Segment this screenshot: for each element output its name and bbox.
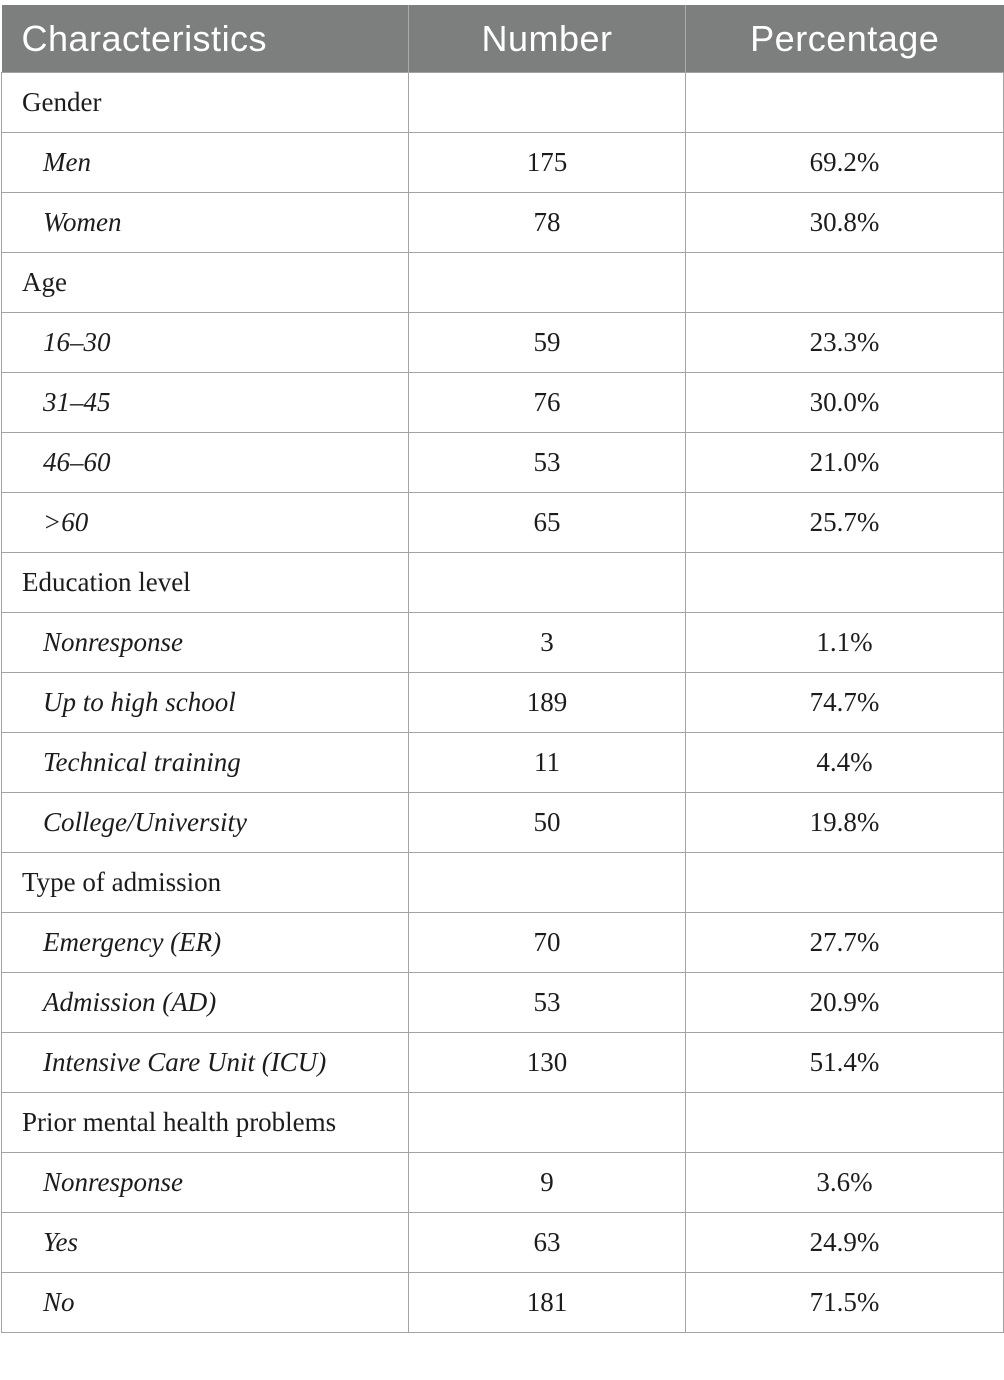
category-label: Type of admission — [2, 853, 409, 913]
number-cell: 11 — [409, 733, 686, 793]
category-row — [2, 853, 1004, 913]
number-cell — [409, 73, 686, 133]
number-cell: 63 — [409, 1213, 686, 1273]
number-cell — [409, 553, 686, 613]
header-characteristics: Characteristics — [2, 5, 409, 73]
percentage-cell: 19.8% — [686, 793, 1004, 853]
percentage-cell: 30.0% — [686, 373, 1004, 433]
table-row — [2, 733, 1004, 793]
table-header — [2, 5, 1004, 73]
number-cell: 181 — [409, 1273, 686, 1333]
percentage-cell: 69.2% — [686, 133, 1004, 193]
percentage-cell — [686, 253, 1004, 313]
table-row — [2, 793, 1004, 853]
percentage-cell: 1.1% — [686, 613, 1004, 673]
category-label: Education level — [2, 553, 409, 613]
table-row — [2, 673, 1004, 733]
row-label: Up to high school — [2, 673, 409, 733]
percentage-cell: 27.7% — [686, 913, 1004, 973]
number-cell: 53 — [409, 973, 686, 1033]
percentage-cell — [686, 553, 1004, 613]
number-cell: 50 — [409, 793, 686, 853]
category-row — [2, 553, 1004, 613]
table-row — [2, 193, 1004, 253]
row-label: Nonresponse — [2, 1153, 409, 1213]
number-cell: 9 — [409, 1153, 686, 1213]
header-percentage: Percentage — [686, 5, 1004, 73]
table-row — [2, 1213, 1004, 1273]
percentage-cell: 25.7% — [686, 493, 1004, 553]
row-label: Emergency (ER) — [2, 913, 409, 973]
row-label: Women — [2, 193, 409, 253]
number-cell: 59 — [409, 313, 686, 373]
row-label: >60 — [2, 493, 409, 553]
table-row — [2, 1153, 1004, 1213]
row-label: 46–60 — [2, 433, 409, 493]
percentage-cell: 74.7% — [686, 673, 1004, 733]
category-label: Prior mental health problems — [2, 1093, 409, 1153]
percentage-cell: 71.5% — [686, 1273, 1004, 1333]
table-body — [2, 73, 1004, 1333]
percentage-cell: 4.4% — [686, 733, 1004, 793]
header-number: Number — [409, 5, 686, 73]
percentage-cell: 21.0% — [686, 433, 1004, 493]
table-row — [2, 493, 1004, 553]
table-row — [2, 913, 1004, 973]
percentage-cell: 24.9% — [686, 1213, 1004, 1273]
percentage-cell: 30.8% — [686, 193, 1004, 253]
number-cell: 65 — [409, 493, 686, 553]
header-row — [2, 5, 1004, 73]
percentage-cell: 3.6% — [686, 1153, 1004, 1213]
characteristics-table — [1, 5, 1004, 1333]
table-row — [2, 1033, 1004, 1093]
number-cell: 53 — [409, 433, 686, 493]
row-label: Technical training — [2, 733, 409, 793]
table-row — [2, 433, 1004, 493]
row-label: Intensive Care Unit (ICU) — [2, 1033, 409, 1093]
category-row — [2, 1093, 1004, 1153]
number-cell: 76 — [409, 373, 686, 433]
number-cell: 175 — [409, 133, 686, 193]
category-label: Age — [2, 253, 409, 313]
category-row — [2, 73, 1004, 133]
percentage-cell: 51.4% — [686, 1033, 1004, 1093]
row-label: Yes — [2, 1213, 409, 1273]
row-label: 16–30 — [2, 313, 409, 373]
row-label: 31–45 — [2, 373, 409, 433]
category-label: Gender — [2, 73, 409, 133]
number-cell: 70 — [409, 913, 686, 973]
table-row — [2, 973, 1004, 1033]
table-row — [2, 613, 1004, 673]
row-label: No — [2, 1273, 409, 1333]
category-row — [2, 253, 1004, 313]
percentage-cell: 20.9% — [686, 973, 1004, 1033]
table-row — [2, 373, 1004, 433]
number-cell — [409, 1093, 686, 1153]
percentage-cell — [686, 73, 1004, 133]
table-row — [2, 313, 1004, 373]
number-cell — [409, 853, 686, 913]
row-label: Admission (AD) — [2, 973, 409, 1033]
percentage-cell: 23.3% — [686, 313, 1004, 373]
number-cell: 130 — [409, 1033, 686, 1093]
number-cell: 189 — [409, 673, 686, 733]
row-label: Men — [2, 133, 409, 193]
table-row — [2, 133, 1004, 193]
number-cell: 3 — [409, 613, 686, 673]
row-label: College/University — [2, 793, 409, 853]
number-cell: 78 — [409, 193, 686, 253]
percentage-cell — [686, 1093, 1004, 1153]
percentage-cell — [686, 853, 1004, 913]
number-cell — [409, 253, 686, 313]
row-label: Nonresponse — [2, 613, 409, 673]
table-row — [2, 1273, 1004, 1333]
